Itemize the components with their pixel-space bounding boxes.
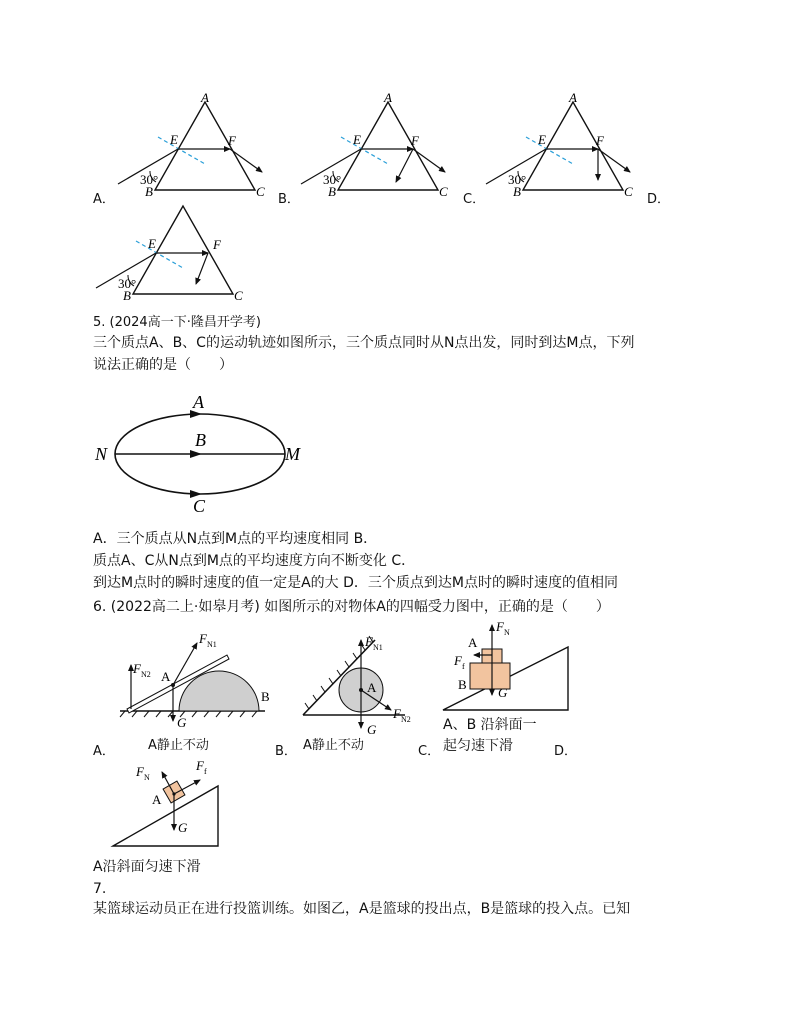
q6-figure-d (110, 758, 250, 858)
object-a-label: A (367, 680, 377, 695)
fn1-subscript: N1 (207, 640, 217, 649)
q6-option-b-label[interactable]: B． (275, 744, 297, 759)
q6-fig-c-caption1: A、B 沿斜面一 (443, 717, 537, 733)
fn2-label: F (393, 706, 401, 721)
ff-label: F (196, 758, 204, 773)
vertex-b-label: B (145, 184, 153, 199)
q6-fig-b-caption: A静止不动 (303, 738, 364, 753)
q4-figure-a (110, 92, 290, 202)
vertex-b-label: B (328, 184, 336, 199)
fn2-subscript: N2 (141, 670, 151, 679)
point-f-label: F (213, 237, 221, 252)
fn2-subscript: N2 (401, 715, 411, 724)
q6-option-c-label[interactable]: C． (418, 744, 441, 759)
angle-label: 30° (118, 276, 137, 291)
fn1-label: F (199, 631, 207, 646)
gravity-label: G (178, 820, 188, 835)
angle-label: 30° (323, 172, 342, 187)
point-m-label: M (285, 444, 300, 464)
vertex-c-label: C (234, 288, 243, 303)
q6-option-a-label[interactable]: A． (93, 744, 115, 759)
point-f-label: F (228, 133, 236, 148)
point-e-label: E (148, 236, 156, 251)
point-e-label: E (353, 132, 361, 147)
q4-figure-b (293, 92, 473, 202)
angle-label: 30° (140, 172, 159, 187)
q5-options-line3[interactable]: 到达M点时的瞬时速度的值一定是A的大 D．三个质点到达M点时的瞬时速度的值相同 (93, 575, 618, 591)
q7-text: 某篮球运动员正在进行投篮训练。如图乙，A是篮球的投出点，B是篮球的投入点。已知 (93, 901, 631, 917)
vertex-c-label: C (624, 184, 633, 199)
vertex-b-label: B (123, 288, 131, 303)
vertex-a-label: A (384, 90, 392, 105)
q6-figure-c (440, 615, 580, 715)
q4-figure-d (88, 196, 268, 306)
q6-fig-a-caption: A静止不动 (148, 738, 209, 753)
angle-label: 30° (508, 172, 527, 187)
q4-option-a-label[interactable]: A． (93, 192, 115, 207)
q6-option-d-label[interactable]: D． (554, 744, 578, 759)
vertex-a-label: A (201, 90, 209, 105)
fn-subscript: N (504, 628, 510, 637)
q5-options-line1[interactable]: A．三个质点从N点到M点的平均速度相同 B． (93, 531, 378, 547)
q6-figure-b (295, 630, 425, 740)
object-b-label: B (458, 677, 467, 692)
gravity-label: G (177, 715, 187, 730)
q6-fig-c-caption2: 起匀速下滑 (443, 738, 513, 754)
vertex-a-label: A (569, 90, 577, 105)
q5-header: 5. (2024高一下·隆昌开学考) (93, 315, 261, 330)
fn-label: F (496, 619, 504, 634)
fn1-subscript: N1 (373, 643, 383, 652)
q6-figure-a (115, 625, 275, 735)
path-a-label: A (193, 392, 204, 412)
ff-label: F (454, 653, 462, 668)
object-b-label: B (261, 689, 270, 704)
vertex-c-label: C (256, 184, 265, 199)
fn2-label: F (133, 661, 141, 676)
q6-fig-d-caption: A沿斜面匀速下滑 (93, 859, 201, 875)
fn1-label: F (365, 634, 373, 649)
q5-stem-line1: 三个质点A、B、C的运动轨迹如图所示，三个质点同时从N点出发，同时到达M点，下列 (93, 335, 635, 351)
vertex-c-label: C (439, 184, 448, 199)
ff-subscript: f (462, 662, 465, 671)
ff-subscript: f (204, 767, 207, 776)
vertex-b-label: B (513, 184, 521, 199)
q6-header: 6. (2022高二上·如皋月考) 如图所示的对物体A的四幅受力图中，正确的是（ ） (93, 599, 610, 615)
point-e-label: E (538, 132, 546, 147)
q5-options-line2[interactable]: 质点A、C从N点到M点的平均速度方向不断变化 C． (93, 553, 416, 569)
q7-number: 7. (93, 881, 107, 897)
q4-option-b-label[interactable]: B． (278, 192, 300, 207)
point-e-label: E (170, 132, 178, 147)
path-c-label: C (193, 496, 206, 516)
q5-stem-line2: 说法正确的是（ ） (93, 357, 233, 373)
point-f-label: F (411, 133, 419, 148)
q4-option-d-label[interactable]: D． (647, 192, 671, 207)
point-f-label: F (596, 133, 604, 148)
object-a-label: A (152, 792, 162, 807)
gravity-label: G (498, 685, 508, 700)
fn-label: F (136, 764, 144, 779)
gravity-label: G (367, 722, 377, 737)
q5-trajectory-figure (90, 388, 320, 518)
object-a-label: A (468, 635, 478, 650)
q4-option-c-label[interactable]: C． (463, 192, 486, 207)
q4-figure-c (478, 92, 658, 202)
point-n-label: N (95, 444, 108, 464)
object-a-label: A (161, 669, 171, 684)
fn-subscript: N (144, 773, 150, 782)
path-b-label: B (195, 430, 206, 450)
